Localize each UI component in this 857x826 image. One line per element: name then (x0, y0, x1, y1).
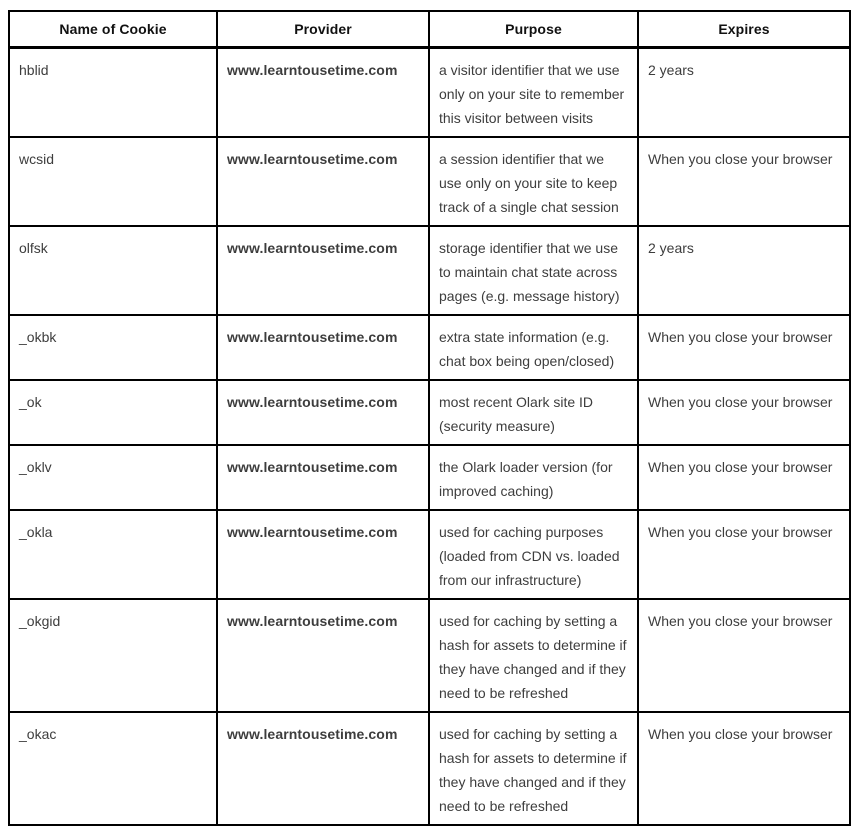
expires-cell: When you close your browser (638, 315, 850, 380)
cookie-name-cell: _okla (9, 510, 217, 599)
cookie-name-cell: hblid (9, 47, 217, 137)
table-header-row (9, 11, 850, 47)
purpose-cell: a session identifier that we use only on your site to keep track of a single chat session (429, 137, 638, 226)
table-row (9, 599, 850, 712)
provider-cell: www.learntousetime.com (217, 226, 429, 315)
provider-cell: www.learntousetime.com (217, 137, 429, 226)
table-row (9, 47, 850, 137)
purpose-cell: a visitor identifier that we use only on your site to remember this visitor between visits (429, 47, 638, 137)
cookie-name-cell: wcsid (9, 137, 217, 226)
table-row (9, 380, 850, 445)
purpose-cell: the Olark loader version (for improved caching) (429, 445, 638, 510)
expires-cell: 2 years (638, 47, 850, 137)
header-expires: Expires (638, 11, 850, 47)
expires-cell: When you close your browser (638, 380, 850, 445)
expires-cell: When you close your browser (638, 599, 850, 712)
purpose-cell: used for caching by setting a hash for assets to determine if they have changed and if they need to be refreshed (429, 599, 638, 712)
expires-cell: When you close your browser (638, 445, 850, 510)
cookie-name-cell: _ok (9, 380, 217, 445)
table-row (9, 510, 850, 599)
cookie-name-cell: olfsk (9, 226, 217, 315)
expires-cell: When you close your browser (638, 712, 850, 825)
purpose-cell: most recent Olark site ID (security measure) (429, 380, 638, 445)
provider-cell: www.learntousetime.com (217, 380, 429, 445)
purpose-cell: extra state information (e.g. chat box being open/closed) (429, 315, 638, 380)
provider-cell: www.learntousetime.com (217, 599, 429, 712)
cookie-name-cell: _okgid (9, 599, 217, 712)
cookie-name-cell: _okbk (9, 315, 217, 380)
header-name-of-cookie: Name of Cookie (9, 11, 217, 47)
provider-cell: www.learntousetime.com (217, 315, 429, 380)
provider-cell: www.learntousetime.com (217, 47, 429, 137)
purpose-cell: used for caching by setting a hash for assets to determine if they have changed and if they need to be refreshed (429, 712, 638, 825)
table-row (9, 226, 850, 315)
cookie-name-cell: _oklv (9, 445, 217, 510)
header-purpose: Purpose (429, 11, 638, 47)
cookie-name-cell: _okac (9, 712, 217, 825)
cookie-policy-table (8, 10, 851, 826)
expires-cell: When you close your browser (638, 137, 850, 226)
table-row (9, 137, 850, 226)
header-provider: Provider (217, 11, 429, 47)
provider-cell: www.learntousetime.com (217, 712, 429, 825)
purpose-cell: used for caching purposes (loaded from CDN vs. loaded from our infrastructure) (429, 510, 638, 599)
provider-cell: www.learntousetime.com (217, 445, 429, 510)
expires-cell: 2 years (638, 226, 850, 315)
expires-cell: When you close your browser (638, 510, 850, 599)
table-row (9, 315, 850, 380)
provider-cell: www.learntousetime.com (217, 510, 429, 599)
purpose-cell: storage identifier that we use to maintain chat state across pages (e.g. message history) (429, 226, 638, 315)
table-row (9, 445, 850, 510)
table-row (9, 712, 850, 825)
